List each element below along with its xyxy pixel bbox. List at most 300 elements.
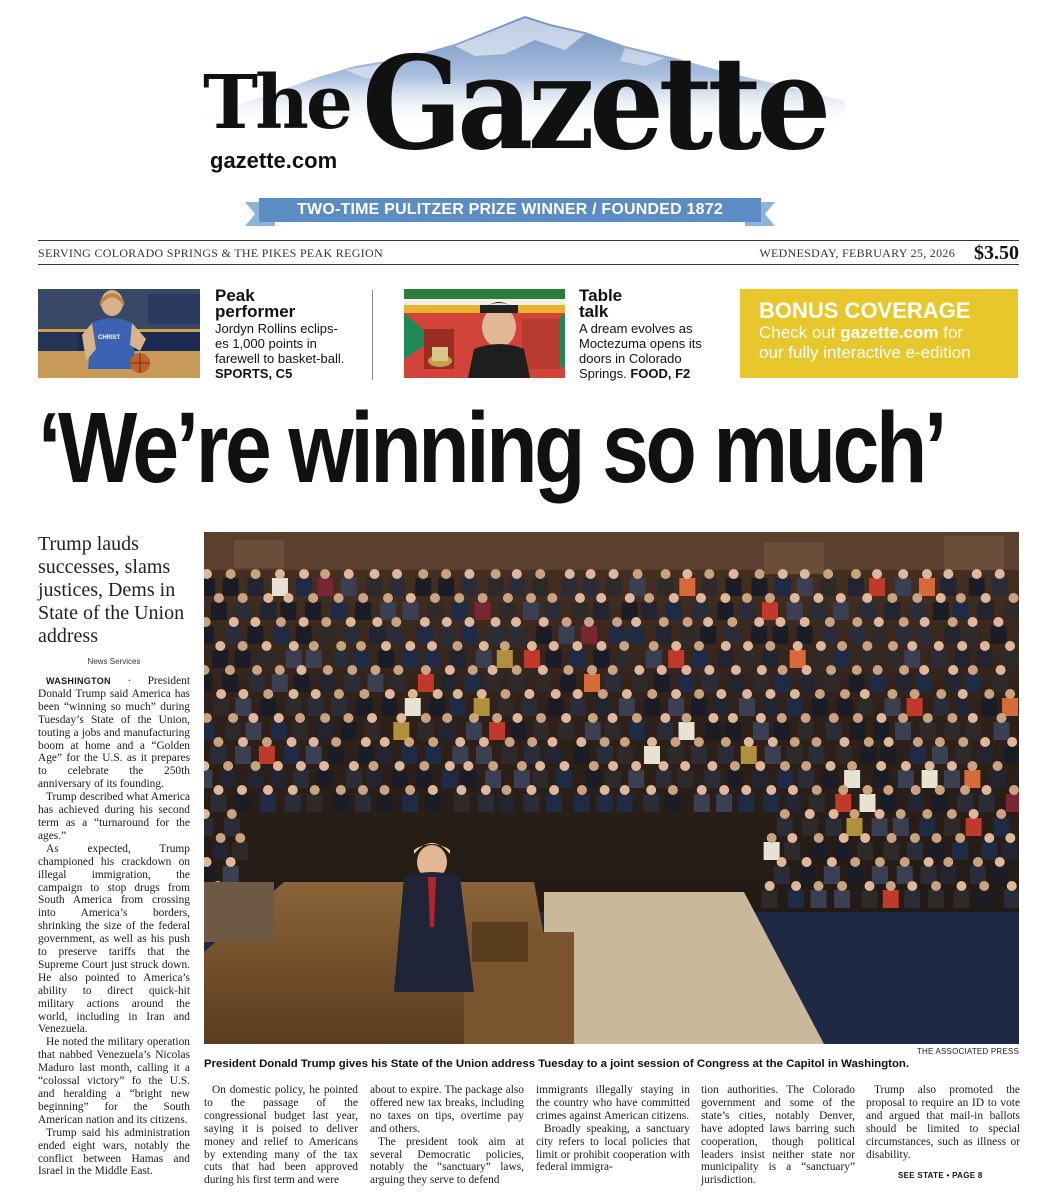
audience-member-head [801,713,811,723]
audience-member-body [616,650,632,668]
story-paragraph: tion authorities. The Colorado government and some of the state’s cities, notably Denver, have adopted laws barring such cooperation, though political leaders insist neither state nor municipality is a “sanctuary” jurisdiction. [701,1084,855,1187]
audience-member-head [577,785,587,795]
audience-member-body [922,770,938,788]
audience-member-head [900,857,910,867]
audience-member-head [980,737,990,747]
story-deck: Trump lauds successes, slams justices, Dems in State of the Union address [38,533,185,647]
audience-member-body [945,626,961,644]
audience-member-head [275,665,285,675]
audience-member-body [235,650,251,668]
audience-member-body [452,746,468,764]
audience-member-head [405,641,415,651]
audience-member-head [898,569,908,579]
audience-member-body [965,674,981,692]
audience-member-body [367,674,383,692]
audience-member-body [691,698,707,716]
audience-member-body [862,890,878,908]
audience-member-head [644,593,654,603]
audience-member-head [468,665,478,675]
audience-member-head [765,593,775,603]
audience-member-head [925,761,935,771]
audience-member-head [370,665,380,675]
audience-member-head [907,641,917,651]
audience-member-body [1002,842,1018,860]
audience-member-body [933,602,949,620]
audience-member-body [523,602,539,620]
audience-member-head [836,593,846,603]
audience-member-head [535,761,545,771]
audience-member-head [296,761,306,771]
audience-member-head [984,833,994,843]
audience-member-head [283,593,293,603]
audience-member-head [334,593,344,603]
audience-member-body [777,770,793,788]
audience-member-head [323,665,333,675]
audience-member-head [227,809,237,819]
audience-member-body [536,626,552,644]
audience-member-body [713,698,729,716]
audience-member-body [718,650,734,668]
audience-member-body [418,674,434,692]
audience-member-head [660,713,670,723]
audience-member-body [740,650,756,668]
audience-member-head [385,689,395,699]
audience-member-body [382,698,398,716]
audience-member-body [904,890,920,908]
audience-member-body [823,674,839,692]
pulitzer-ribbon [245,198,775,226]
audience-member-head [993,761,1003,771]
audience-member-head [826,665,836,675]
audience-member-head [453,689,463,699]
audience-member-body [977,650,993,668]
audience-member-body [844,770,860,788]
audience-member-head [767,833,777,843]
audience-member-head [919,665,929,675]
audience-member-head [551,689,561,699]
audience-member-body [990,626,1006,644]
audience-member-head [860,689,870,699]
audience-member-head [1007,881,1017,891]
audience-member-head [263,785,273,795]
audience-member-head [659,617,669,627]
story-paragraph: As expected, Trump championed his crackdown on illegal immigration, the campaign to stop drugs from South America from crossing into America’s borders, shrinking the size of the federal government, as well as his push to preserve tariffs that the Supreme Court just struck down. He also pointed to America’s ability to direct quick-hit military actions around the world, including in Iran and Venezuela. [38,842,190,1036]
audience-member-head [406,593,416,603]
audience-member-head [995,857,1005,867]
audience-member-body [837,698,853,716]
audience-member-head [380,737,390,747]
audience-member-head [805,809,815,819]
audience-member-body [317,722,333,740]
audience-member-body [369,626,385,644]
audience-member-body [953,602,969,620]
audience-member-body [500,602,516,620]
audience-member-head [238,689,248,699]
teaser-title-peak[interactable] [215,288,295,320]
teaser-summary-text: A dream evolves as Moctezuma opens its doors in Colorado Springs. [579,321,702,381]
audience-member-head [539,617,549,627]
audience-member-body [811,890,827,908]
audience-member-head [344,569,354,579]
audience-member-head [839,833,849,843]
audience-member-body [940,578,956,596]
audience-member-head [276,617,286,627]
audience-member-head [826,761,836,771]
audience-member-body [993,722,1009,740]
audience-member-body [979,794,995,812]
audience-member-body [860,794,876,812]
audience-member-body [718,746,734,764]
audience-member-head [600,785,610,795]
audience-member-head [647,689,657,699]
audience-member-head [823,569,833,579]
audience-member-head [361,737,371,747]
audience-member-body [224,818,240,836]
audience-member-body [535,674,551,692]
audience-member-body [754,674,770,692]
audience-member-body [931,650,947,668]
audience-member-body [871,626,887,644]
audience-member-body [204,866,215,884]
audience-member-head [755,761,765,771]
audience-member-head [251,569,261,579]
audience-member-head [481,785,491,795]
audience-member-body [658,578,674,596]
audience-member-head [922,809,932,819]
audience-member-body [895,722,911,740]
audience-member-body [466,722,482,740]
audience-member-body [897,866,913,884]
audience-member-head [331,737,341,747]
audience-member-head [433,689,443,699]
audience-member-head [920,617,930,627]
audience-member-body [826,722,842,740]
audience-member-body [524,650,540,668]
audience-member-body [932,794,948,812]
audience-member-body [849,674,865,692]
audience-member-head [263,593,273,603]
audience-member-body [904,650,920,668]
teaser-photo-restaurant[interactable] [404,289,565,378]
audience-member-head [225,665,235,675]
audience-member-head [757,665,767,675]
audience-member-body [859,602,875,620]
audience-member-body [933,698,949,716]
audience-member-body [964,770,980,788]
audience-member-body [439,626,455,644]
audience-member-head [527,737,537,747]
audience-member-head [383,593,393,603]
audience-member-head [742,689,752,699]
audience-member-body [775,674,791,692]
story-column-3 [370,1084,524,1187]
audience-member-body [546,650,562,668]
audience-member-head [309,641,319,651]
audience-member-body [583,578,599,596]
audience-member-head [657,665,667,675]
audience-member-body [883,890,899,908]
audience-member-head [620,785,630,795]
audience-member-body [509,674,525,692]
audience-member-body [353,650,369,668]
audience-member-body [869,578,885,596]
audience-member-head [512,713,522,723]
audience-member-head [943,569,953,579]
audience-member-body [788,890,804,908]
audience-member-body [488,626,504,644]
audience-member-body [739,602,755,620]
audience-member-body [990,770,1006,788]
audience-member-head [729,569,739,579]
audience-member-head [887,833,897,843]
audience-member-head [780,809,790,819]
audience-member-head [982,785,992,795]
audience-member-body [341,578,357,596]
main-headline[interactable]: ‘We’re winning so much’ [38,392,944,504]
audience-member-body [978,602,994,620]
audience-member-head [289,689,299,699]
audience-member-body [402,650,418,668]
audience-member-body [204,722,215,740]
teaser-title-line: talk [579,302,609,321]
audience-member-head [967,761,977,771]
audience-member-body [210,794,226,812]
teaser-title-line: performer [215,302,296,321]
story-paragraph: He noted the military operation that nabbed Venezuela’s Nicolas Maduro last month, calling it a “colossal victory” fo the U.S. and heralding a “bright new beginning” for the South American nation and its citizens. [38,1036,190,1126]
audience-member-head [863,785,873,795]
audience-member-head [742,593,752,603]
audience-member-body [920,722,936,740]
photo-caption: President Donald Trump gives his State of the Union address Tuesday to a joint session of Congress at the Capitol in Washington. [204,1058,910,1070]
audience-member-body [509,578,525,596]
audience-member-body [993,674,1009,692]
audience-member-head [336,785,346,795]
audience-member-body [884,602,900,620]
audience-member-head [704,569,714,579]
audience-member-body [204,818,213,836]
audience-member-head [237,785,247,795]
audience-member-head [226,569,236,579]
audience-member-body [280,602,296,620]
audience-member-body [846,818,862,836]
audience-member-head [547,593,557,603]
audience-member-body [272,578,288,596]
audience-member-head [262,641,272,651]
teaser-section-ref[interactable]: FOOD, F2 [630,366,691,381]
story-paragraph: Trump described what America has achieved during his second term as a “turnaround for the ages.” [38,791,190,842]
audience-member-body [343,626,359,644]
audience-member-body [377,746,393,764]
audience-member-body [784,842,800,860]
audience-member-body [657,722,673,740]
audience-member-head [238,737,248,747]
audience-member-head [619,641,629,651]
audience-member-head [703,617,713,627]
audience-member-head [479,641,489,651]
audience-member-body [465,674,481,692]
audience-member-head [608,665,618,675]
teaser-summary-table [579,321,709,381]
audience-member-body [306,650,322,668]
audience-member-body [944,722,960,740]
audience-member-head [299,569,309,579]
audience-member-body [548,698,564,716]
audience-member-body [655,770,671,788]
audience-member-body [497,650,513,668]
audience-member-body [597,746,613,764]
audience-member-head [273,761,283,771]
audience-member-body [834,890,850,908]
audience-member-body [884,698,900,716]
audience-member-head [875,857,885,867]
audience-member-body [981,698,997,716]
audience-member-head [898,713,908,723]
audience-member-body [945,674,961,692]
audience-member-body [220,770,236,788]
audience-member-head [707,761,717,771]
audience-member-head [765,881,775,891]
audience-member-head [549,785,559,795]
audience-member-head [852,665,862,675]
audience-member-head [469,713,479,723]
audience-member-head [979,881,989,891]
bonus-site-link[interactable]: gazette.com [840,323,939,342]
audience-member-head [216,833,226,843]
audience-member-body [235,698,251,716]
teaser-title-line: Peak [215,286,255,305]
story-dateline: WASHINGTON [46,676,111,686]
audience-member-body [558,722,574,740]
audience-member-head [996,713,1006,723]
logo-website[interactable]: gazette.com [210,148,338,173]
audience-member-head [356,641,366,651]
bonus-line-1 [759,323,1018,343]
audience-member-body [772,626,788,644]
teaser-section-ref[interactable]: SPORTS, C5 [215,366,293,381]
restaurant-owner-photo [404,289,565,378]
audience-member-body [798,722,814,740]
audience-member-body [799,866,815,884]
audience-member-head [886,881,896,891]
audience-member-body [798,770,814,788]
audience-member-head [512,569,522,579]
audience-member-head [608,713,618,723]
audience-member-head [853,713,863,723]
audience-member-head [934,641,944,651]
audience-member-body [739,698,755,716]
teaser-photo-basketball[interactable] [38,289,200,378]
story-jump-link[interactable]: SEE STATE • PAGE 8 [898,1171,983,1180]
audience-member-body [559,626,575,644]
audience-member-body [836,746,852,764]
audience-member-head [741,785,751,795]
audience-member-head [288,785,298,795]
audience-member-head [956,593,966,603]
audience-member-body [848,578,864,596]
audience-member-body [439,722,455,740]
audience-member-body [331,698,347,716]
audience-member-head [876,713,886,723]
audience-member-head [572,641,582,651]
audience-member-head [491,569,501,579]
audience-member-body [909,602,925,620]
audience-member-head [478,593,488,603]
bonus-text: Check out [759,323,841,342]
audience-member-head [851,569,861,579]
audience-member-head [238,593,248,603]
audience-member-head [947,809,957,819]
audience-member-head [969,809,979,819]
audience-member-head [996,809,1006,819]
audience-member-body [917,626,933,644]
main-photo[interactable] [204,532,1019,1044]
audience-member-head [788,785,798,795]
audience-member-body [296,578,312,596]
audience-member-body [521,698,537,716]
audience-member-head [872,569,882,579]
teaser-title-table[interactable] [579,288,622,320]
teaser-summary-text: Jordyn Rollins eclips-es 1,000 points in farewell to basket-ball. [215,321,345,366]
audience-member-head [911,785,921,795]
audience-member-body [646,650,662,668]
audience-member-head [235,833,245,843]
audience-member-body [285,794,301,812]
audience-member-body [833,602,849,620]
audience-member-head [512,665,522,675]
audience-member-body [259,650,275,668]
audience-member-head [421,713,431,723]
audience-member-body [992,578,1008,596]
audience-member-body [859,650,875,668]
audience-member-body [802,818,818,836]
audience-member-head [815,689,825,699]
audience-member-head [814,881,824,891]
audience-member-head [649,641,659,651]
audience-member-head [936,593,946,603]
audience-member-body [570,698,586,716]
audience-member-body [965,626,981,644]
audience-member-head [777,713,787,723]
audience-member-body [678,674,694,692]
bonus-coverage-box[interactable] [740,289,1018,378]
region-tagline: SERVING COLORADO SPRINGS & THE PIKES PEAK REGION [38,246,383,260]
audience-member-body [993,818,1009,836]
audience-member-body [850,722,866,740]
audience-member-body [367,578,383,596]
audience-member-head [865,881,875,891]
audience-member-head [404,737,414,747]
audience-member-body [392,770,408,788]
audience-member-body [694,794,710,812]
audience-member-head [996,665,1006,675]
audience-member-head [883,785,893,795]
audience-member-head [289,641,299,651]
audience-member-body [667,746,683,764]
audience-member-body [284,746,300,764]
audience-member-head [370,569,380,579]
audience-member-head [527,641,537,651]
audience-member-head [899,617,909,627]
audience-member-body [569,650,585,668]
audience-member-head [768,737,778,747]
audience-member-body [234,794,250,812]
audience-member-body [308,698,324,716]
audience-member-body [763,794,779,812]
audience-member-body [752,578,768,596]
audience-member-body [346,770,362,788]
audience-member-head [884,737,894,747]
audience-member-head [238,641,248,651]
